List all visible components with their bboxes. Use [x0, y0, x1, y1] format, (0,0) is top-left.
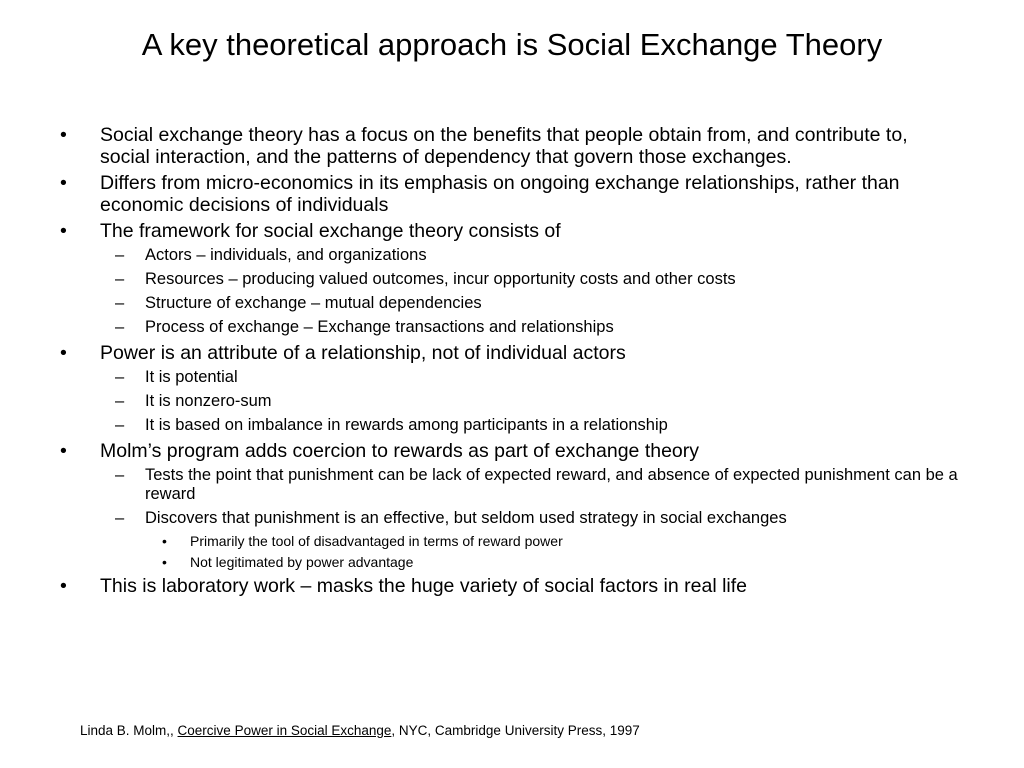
sub-bullet-text: Discovers that punishment is an effective, but seldom used strategy in social exchanges [145, 509, 787, 527]
bullet-item [60, 124, 960, 168]
bullet-marker: • [60, 342, 67, 364]
bullet-item [60, 440, 960, 462]
bullet-text: Social exchange theory has a focus on the benefits that people obtain from, and contribute to, social interaction, and the patterns of dependency that govern those exchanges. [100, 124, 908, 168]
bullet-text: This is laboratory work – masks the huge variety of social factors in real life [100, 575, 748, 597]
dash-marker: – [115, 318, 125, 336]
sub-bullet-item [60, 270, 960, 289]
sub-bullet-text: It is nonzero-sum [145, 392, 272, 410]
sub-sub-bullet-item [60, 554, 960, 571]
bullet-text: Molm’s program adds coercion to rewards as part of exchange theory [100, 440, 700, 462]
sub-bullet-text: It is potential [145, 368, 238, 386]
citation-book-title: Coercive Power in Social Exchange [177, 723, 392, 738]
bullet-marker: • [60, 220, 67, 242]
citation-publisher: , NYC, Cambridge University Press, 1997 [391, 723, 640, 738]
sub-bullet-item [60, 416, 960, 435]
bullet-item [60, 172, 960, 216]
sub-bullet-text: Process of exchange – Exchange transactions and relationships [145, 318, 614, 336]
bullet-item [60, 220, 960, 242]
sub-bullet-item [60, 368, 960, 387]
dash-marker: – [115, 270, 125, 288]
bullet-marker: • [60, 172, 67, 194]
dash-marker: – [115, 392, 125, 410]
sub-bullet-text: Tests the point that punishment can be lack of expected reward, and absence of expected punishment can be a reward [145, 466, 958, 503]
bullet-list [60, 124, 960, 601]
sub-bullet-text: Resources – producing valued outcomes, incur opportunity costs and other costs [145, 270, 736, 288]
sub-bullet-item [60, 318, 960, 337]
dash-marker: – [115, 368, 125, 386]
sub-bullet-text: Actors – individuals, and organizations [145, 246, 427, 264]
sub-bullet-item [60, 246, 960, 265]
dash-marker: – [115, 466, 125, 484]
bullet-marker: • [60, 440, 67, 462]
dash-marker: – [115, 416, 125, 434]
citation-author: Linda B. Molm,, [80, 723, 178, 738]
citation-footer [80, 722, 640, 739]
sub-sub-bullet-text: Primarily the tool of disadvantaged in terms of reward power [190, 533, 563, 549]
sub-bullet-text: Structure of exchange – mutual dependencies [145, 294, 482, 312]
small-bullet-marker: • [162, 533, 167, 549]
bullet-text: The framework for social exchange theory consists of [100, 220, 561, 242]
bullet-item [60, 575, 960, 597]
sub-bullet-item [60, 294, 960, 313]
slide-title: A key theoretical approach is Social Exchange Theory [141, 27, 883, 62]
sub-sub-bullet-item [60, 533, 960, 550]
dash-marker: – [115, 246, 125, 264]
bullet-marker: • [60, 575, 67, 597]
sub-bullet-item [60, 509, 960, 528]
sub-sub-bullet-text: Not legitimated by power advantage [190, 554, 414, 570]
dash-marker: – [115, 509, 125, 527]
small-bullet-marker: • [162, 554, 167, 570]
bullet-text: Differs from micro-economics in its emphasis on ongoing exchange relationships, rather than economic decisions of individuals [100, 172, 900, 216]
dash-marker: – [115, 294, 125, 312]
sub-bullet-item [60, 392, 960, 411]
sub-bullet-text: It is based on imbalance in rewards among participants in a relationship [145, 416, 668, 434]
bullet-text: Power is an attribute of a relationship, not of individual actors [100, 342, 626, 364]
sub-bullet-item [60, 466, 960, 504]
bullet-marker: • [60, 124, 67, 146]
bullet-item [60, 342, 960, 364]
